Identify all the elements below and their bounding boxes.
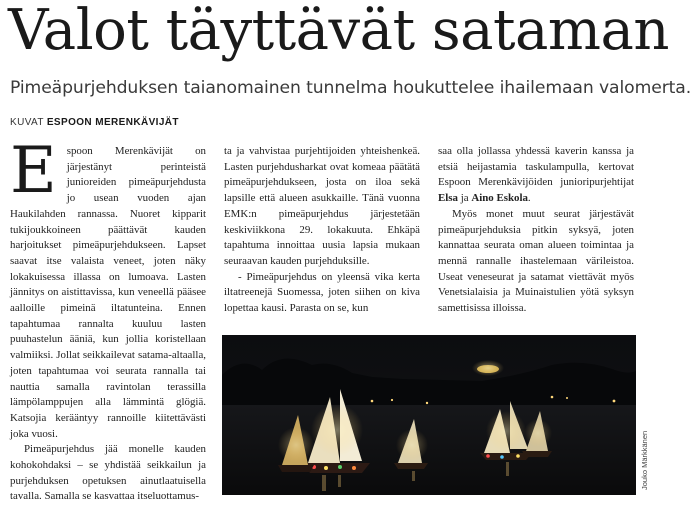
article-column-3 [438,144,634,324]
paragraph-text: saa olla jollassa yhdessä kaverin kanssa ja etsiä heijastamia taskulampulla, kertovat Espoon Merenkävijöiden junioripurjehtijat [438,145,634,189]
harbor-night-photo [222,335,636,495]
article-column-2 [224,144,420,324]
article-paragraph: ta ja vahvistaa purjehtijoiden yhteishenkeä. Lasten purjehdusharkat ovat komeaa päätätä pimeäpurjehdukseen, josta on iloa sekä lapsille että alueen asukkaille. Tänä vuonna EMK:n pimeäpurjehdus järjestetään keskiviikkona 29. lokakuuta. Ehkäpä tapahtuma innoittaa uusia lapsia mukaan seuraavan kauden purjehduksille. [224,145,420,267]
article-paragraph: - Pimeäpurjehdus on yleensä vika kerta iltatreenejä Suomessa, joten siihen on kiva lopettaa kausi. Parasta on se, kun [224,270,420,315]
conjunction: ja [460,192,469,205]
article-paragraph [10,134,206,442]
article-subtitle: Pimeäpurjehduksen taianomainen tunnelma houkuttelee ihailemaan valomerta. [10,78,691,98]
photographer-credit: Jouko Märkkänen [640,430,649,490]
credit-label: KUVAT [10,117,44,128]
article-paragraph: Myös monet muut seurat järjestävät pimeäpurjehduksia pitkin syksyä, joten kannattaa seurata oman alueen toimintaa ja mennä rannalle ihastelemaan värileistoa. Useat veneseurat ja satamat viettävät myös Venetsialaisia ja Muinaistulien yötä syksyn samettisissa illoissa. [438,207,634,315]
credit-name: ESPOON MERENKÄVIJÄT [46,117,179,128]
article-column-1 [10,134,206,503]
article-paragraph: Pimeäpurjehdus jää monelle kauden kohokohdaksi – se yhdistää seikkailun ja purjehduksen opetuksen ainutlaatuisella tavalla. Samalla se kasvattaa itseluottamus- [10,443,206,503]
article-paragraph: saa olla jollassa yhdessä kaverin kanssa ja etsiä heijastamia taskulampulla, kertovat Espoon Merenkävijöiden junioripurjehtijat Elsa ja Aino Eskola. [438,145,634,205]
photo-credit-line [10,117,179,128]
photo-illustration [222,335,636,495]
person-name: Elsa [438,192,458,205]
paragraph-text: spoon Merenkävijät on järjestänyt perinteistä junioreiden pimeäpurjehdusta jo usean vuoden ajan Haukilahden rannassa. Nuoret kipparit tukijoukkoineen päättävät kauden harjoitukset pimeäpurjehdukseen. Lapset saavat itse valaista veneet, joten näky lokakuisessa illassa on lumoava. Lasten jännitys on aistittavissa, kun veneellä pääsee aalloille pimeinä iltatunteina. Ennen tapahtumaa rannalta kuuluu lasten puuhastelun ääniä, kun jollia koristellaan valmiiksi. Jollat seikkailevat satama-altaalla, joten tapahtumaa voi seurata rannalla tai nauttia samalla ravintolan terassilla lämpölamppujen alla lämmintä glögiä. Katsojia kerääntyy rannoille kiitettävästi joka vuosi. [10,145,206,440]
article-title: Valot täyttävät sataman [8,0,669,63]
drop-cap: E [10,134,57,208]
person-name: Aino Eskola [471,192,528,205]
